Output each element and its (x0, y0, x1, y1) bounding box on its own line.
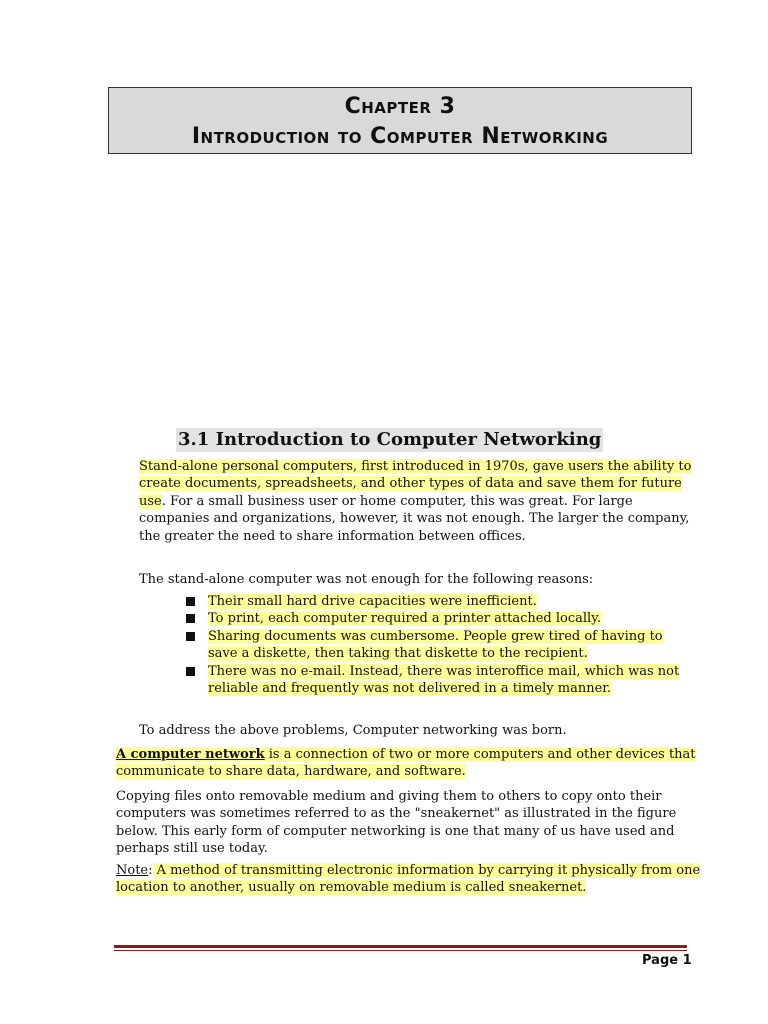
note-text: A method of transmitting electronic information by carrying it physically from one location to another, usually on removable medium is called sneakernet. (116, 863, 701, 896)
note-label: Note (116, 863, 149, 878)
list-item-text: There was no e-mail. Instead, there was interoffice mail, which was not reliable and frequently was not delivered in a timely manner. (208, 663, 680, 697)
list-item (186, 610, 686, 627)
intro-rest: . For a small business user or home computer, this was great. For large companies and organizations, however, it was not enough. The larger the company, the greater the need to share information between offices. (139, 493, 690, 544)
born-paragraph: To address the above problems, Computer networking was born. (139, 723, 567, 738)
list-item-text: Sharing documents was cumbersome. People grew tired of having to save a diskette, then taking that diskette to the recipient. (208, 628, 663, 662)
bullet-square-icon (186, 597, 195, 606)
reasons-list (186, 593, 686, 697)
reasons-intro: The stand-alone computer was not enough for the following reasons: (139, 572, 594, 587)
footer-rule-thick (114, 945, 687, 948)
intro-highlight: Stand-alone personal computers, first introduced in 1970s, gave users the ability to create documents, spreadsheets, and other types of data and save them for future use (139, 459, 692, 509)
footer-rule (114, 945, 687, 951)
chapter-number: Chapter 3 (344, 94, 456, 119)
list-item-text: Their small hard drive capacities were inefficient. (208, 594, 537, 609)
list-item (186, 663, 686, 698)
note-paragraph (116, 862, 706, 897)
bullet-square-icon (186, 632, 195, 641)
section-heading: 3.1 Introduction to Computer Networking (178, 429, 602, 450)
note-colon: : (148, 863, 153, 878)
list-item-text: To print, each computer required a printer attached locally. (208, 611, 601, 627)
page-number: Page 1 (642, 953, 692, 968)
definition-text: is a connection of two or more computers and other devices that communicate to share data, hardware, and software. (116, 747, 696, 780)
definition-paragraph (116, 746, 696, 781)
list-item (186, 628, 686, 663)
bullet-square-icon (186, 614, 195, 623)
list-item (186, 593, 686, 610)
footer-rule-thin (114, 950, 687, 951)
bullet-square-icon (186, 667, 195, 676)
chapter-title: Introduction to Computer Networking (191, 124, 609, 149)
chapter-title-box (108, 87, 692, 154)
sneakernet-paragraph: Copying files onto removable medium and giving them to others to copy onto their computers was sometimes referred to as the "sneakernet" as illustrated in the figure below. This early form of computer networking is one that many of us have used and perhaps still use today. (116, 789, 677, 857)
intro-paragraph (139, 458, 699, 545)
definition-term: A computer network (116, 747, 265, 762)
